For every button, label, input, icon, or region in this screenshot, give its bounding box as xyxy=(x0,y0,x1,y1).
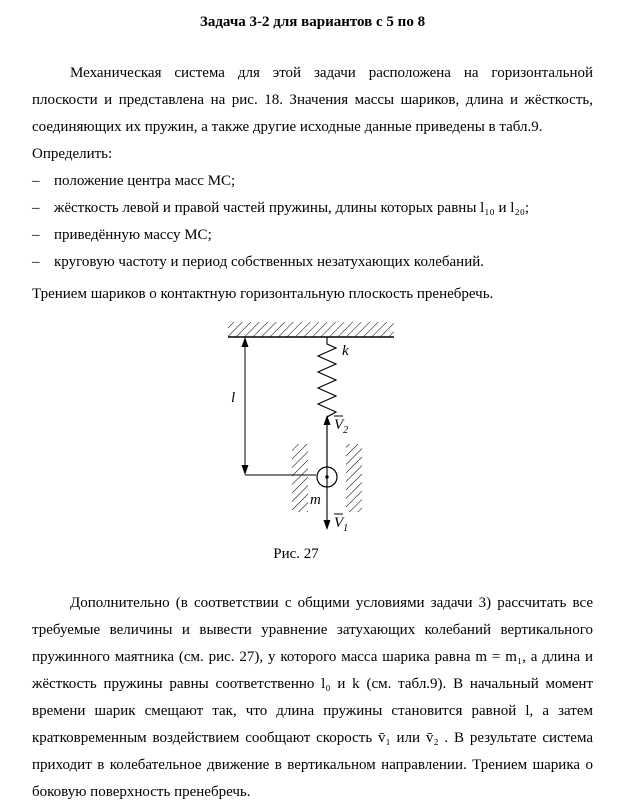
bullet-dash: – xyxy=(32,200,40,216)
wall-left xyxy=(292,444,308,512)
list-item xyxy=(32,222,593,249)
list-item xyxy=(32,168,593,195)
ceiling-hatch xyxy=(228,322,394,337)
bullet-text: положение центра масс МС; xyxy=(54,173,236,189)
figure-caption: Рис. 27 xyxy=(273,546,319,562)
spring-stiffness-label: k xyxy=(342,343,349,359)
additional-paragraph: Дополнительно (в соответствии с общими условиями задачи 3) рассчитать все требуемые величины и вывести уравнение затухающих колебаний вертикального пружинного маятника (см. рис. 27), у которого масса шарика равна m = m₁, а длина и жёсткость пружины равны соответственно l₀ и k (см. табл.9). В начальный момент времени шарик смещают так, что длина пружины становится равной l, а затем кратковременным воздействием сообщают скорость v̄₁ или v̄₂ . В результате система приходит в колебательное движение в вертикальном направлении. Трением шарика о боковую поверхность пренебречь. xyxy=(32,595,593,800)
list-item xyxy=(32,195,593,222)
bullet-text: приведённую массу МС; xyxy=(54,227,212,243)
bullet-text: жёсткость левой и правой частей пружины, длины которых равны l₁₀ и l₂₀; xyxy=(54,200,530,216)
velocity-v2-arrowhead xyxy=(324,415,331,425)
bullet-dash: – xyxy=(32,227,40,243)
velocity-v2-label: $V_2$ xyxy=(334,417,349,436)
doc-title: Задача 3-2 для вариантов с 5 по 8 xyxy=(199,14,426,30)
bullet-dash: – xyxy=(32,173,40,189)
wall-right xyxy=(346,444,362,512)
spring-pendulum-diagram xyxy=(0,318,625,568)
list-item xyxy=(32,249,593,276)
bullet-text: круговую частоту и период собственных незатухающих колебаний. xyxy=(54,254,485,270)
friction-note: Трением шариков о контактную горизонтальную плоскость пренебречь. xyxy=(32,286,494,302)
dimension-arrow-bottom xyxy=(242,465,249,475)
requirements-list xyxy=(32,168,593,276)
bullet-dash: – xyxy=(32,254,40,270)
intro-paragraph: Механическая система для этой задачи расположена на горизонтальной плоскости и представлена на рис. 18. Значения массы шариков, длина и жёсткость, соединяющих их пружин, а также другие исходные данные приведены в табл.9. xyxy=(32,65,593,135)
figure xyxy=(0,318,625,578)
length-label: l xyxy=(231,390,236,406)
determine-label: Определить: xyxy=(32,146,113,162)
velocity-v1-label: $V_1$ xyxy=(334,515,349,534)
dimension-arrow-top xyxy=(242,337,249,347)
velocity-v1-arrowhead xyxy=(324,520,331,530)
mass-label: m xyxy=(310,492,321,508)
